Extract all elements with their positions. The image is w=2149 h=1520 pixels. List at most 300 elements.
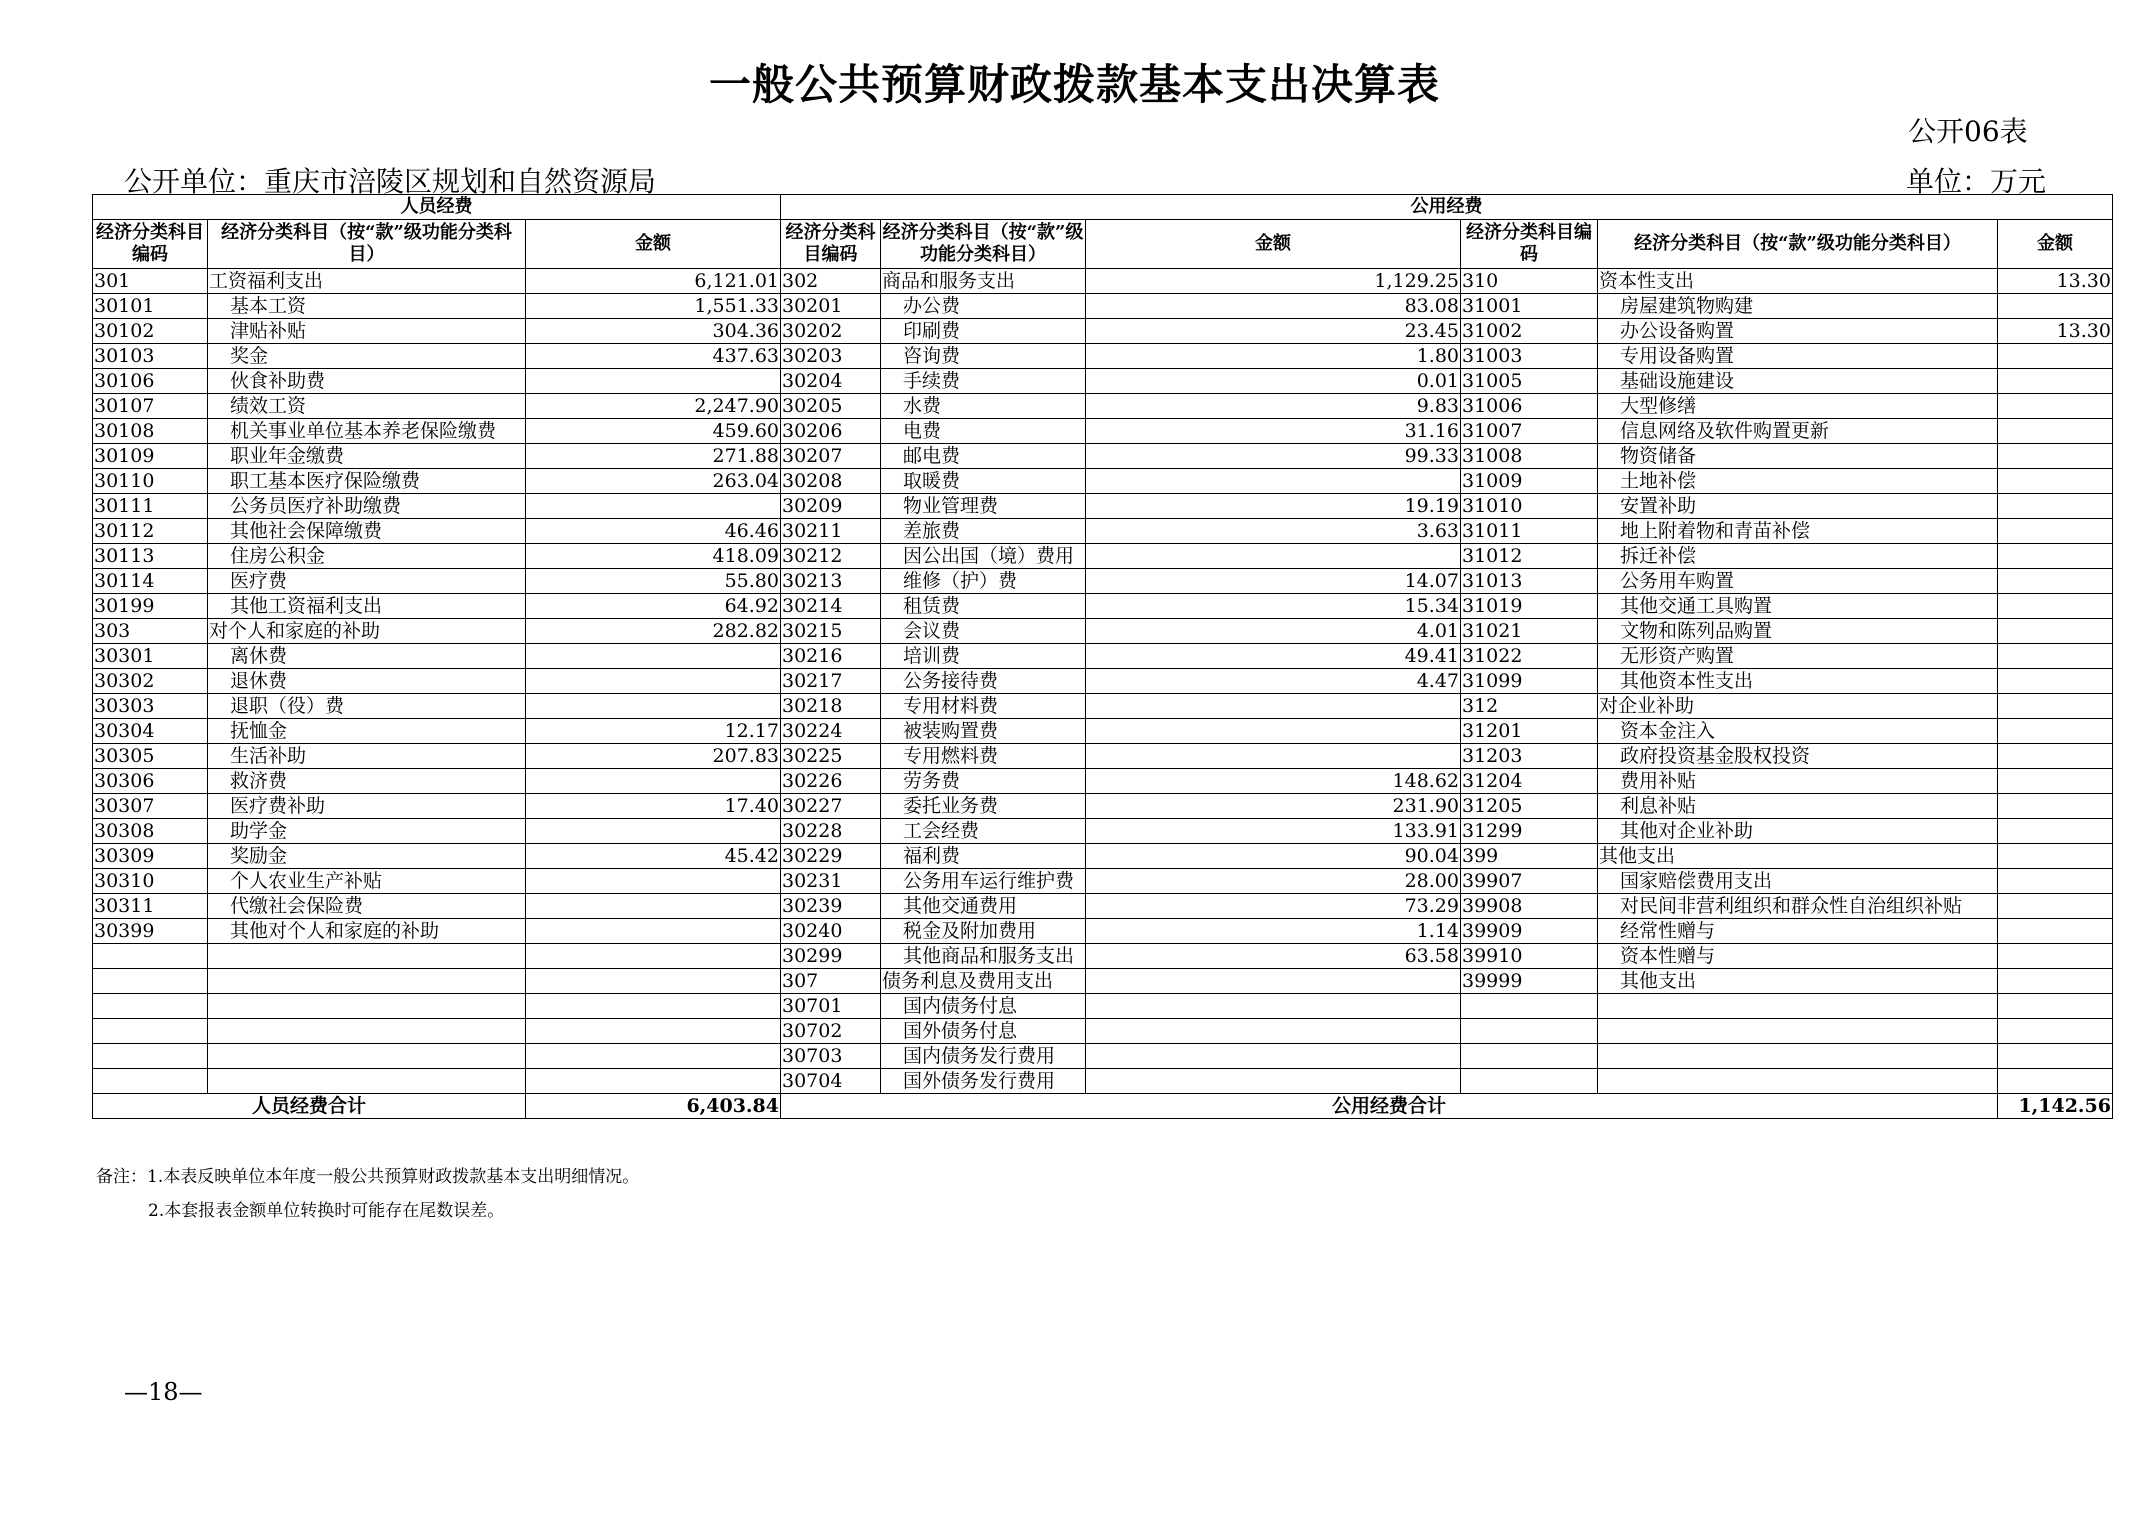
row-name-cell: 资本金注入: [1598, 719, 1998, 744]
row-code-cell: 30704: [781, 1069, 881, 1094]
row-code-cell: 30303: [93, 694, 208, 719]
row-amount-cell: 13.30: [1998, 319, 2113, 344]
table-row: [93, 719, 2113, 744]
row-name-cell: 退职（役）费: [208, 694, 526, 719]
row-code-cell: 31204: [1461, 769, 1598, 794]
row-name-cell: 会议费: [881, 619, 1086, 644]
row-code-cell: 30208: [781, 469, 881, 494]
row-code-cell: 30209: [781, 494, 881, 519]
row-code-cell: 30215: [781, 619, 881, 644]
row-code-cell: 30106: [93, 369, 208, 394]
row-code-cell: 31012: [1461, 544, 1598, 569]
row-code-cell: 30110: [93, 469, 208, 494]
row-name-cell: 大型修缮: [1598, 394, 1998, 419]
group-header-row: [93, 195, 2113, 220]
row-code-cell: 30207: [781, 444, 881, 469]
row-name-cell: 房屋建筑物购建: [1598, 294, 1998, 319]
row-code-cell: 30201: [781, 294, 881, 319]
row-code-cell: 31203: [1461, 744, 1598, 769]
row-name-cell: 劳务费: [881, 769, 1086, 794]
row-name-cell: 公务员医疗补助缴费: [208, 494, 526, 519]
table-row: [93, 919, 2113, 944]
row-name-cell: [1598, 1019, 1998, 1044]
row-amount-cell: 1,551.33: [526, 294, 781, 319]
col-header-code: 经济分类科目编码: [1461, 220, 1598, 269]
row-code-cell: 30216: [781, 644, 881, 669]
row-code-cell: 31007: [1461, 419, 1598, 444]
row-code-cell: [1461, 1044, 1598, 1069]
row-amount-cell: [526, 1069, 781, 1094]
row-name-cell: [208, 1019, 526, 1044]
row-name-cell: 基础设施建设: [1598, 369, 1998, 394]
row-amount-cell: 64.92: [526, 594, 781, 619]
row-code-cell: 31009: [1461, 469, 1598, 494]
totals-row: [93, 1094, 2113, 1119]
row-code-cell: 30299: [781, 944, 881, 969]
row-name-cell: 其他工资福利支出: [208, 594, 526, 619]
row-amount-cell: 263.04: [526, 469, 781, 494]
row-amount-cell: 148.62: [1086, 769, 1461, 794]
row-amount-cell: [1998, 819, 2113, 844]
row-amount-cell: [526, 969, 781, 994]
row-code-cell: 30217: [781, 669, 881, 694]
row-amount-cell: [1998, 644, 2113, 669]
table-row: [93, 694, 2113, 719]
row-name-cell: 电费: [881, 419, 1086, 444]
row-code-cell: 30102: [93, 319, 208, 344]
row-amount-cell: 99.33: [1086, 444, 1461, 469]
row-name-cell: [208, 1044, 526, 1069]
row-code-cell: 30205: [781, 394, 881, 419]
row-name-cell: 对民间非营利组织和群众性自治组织补贴: [1598, 894, 1998, 919]
row-amount-cell: 45.42: [526, 844, 781, 869]
row-amount-cell: [1998, 744, 2113, 769]
row-amount-cell: [1086, 744, 1461, 769]
table-row: [93, 519, 2113, 544]
table-row: [93, 669, 2113, 694]
row-name-cell: 工资福利支出: [208, 269, 526, 294]
row-name-cell: 其他支出: [1598, 969, 1998, 994]
row-name-cell: 费用补贴: [1598, 769, 1998, 794]
row-name-cell: 委托业务费: [881, 794, 1086, 819]
row-code-cell: 301: [93, 269, 208, 294]
row-code-cell: 31021: [1461, 619, 1598, 644]
row-code-cell: 30308: [93, 819, 208, 844]
row-name-cell: 被装购置费: [881, 719, 1086, 744]
row-name-cell: 伙食补助费: [208, 369, 526, 394]
row-code-cell: 30204: [781, 369, 881, 394]
col-header-code: 经济分类科目编码: [781, 220, 881, 269]
table-row: [93, 644, 2113, 669]
row-amount-cell: [1998, 369, 2113, 394]
row-name-cell: 其他社会保障缴费: [208, 519, 526, 544]
row-code-cell: 30701: [781, 994, 881, 1019]
table-row: [93, 494, 2113, 519]
row-name-cell: 奖金: [208, 344, 526, 369]
row-code-cell: 30108: [93, 419, 208, 444]
row-name-cell: 津贴补贴: [208, 319, 526, 344]
row-amount-cell: [1998, 994, 2113, 1019]
row-name-cell: 取暖费: [881, 469, 1086, 494]
row-name-cell: [1598, 1069, 1998, 1094]
row-code-cell: 30231: [781, 869, 881, 894]
row-name-cell: 培训费: [881, 644, 1086, 669]
row-name-cell: 生活补助: [208, 744, 526, 769]
row-amount-cell: [526, 644, 781, 669]
row-code-cell: [1461, 1069, 1598, 1094]
row-code-cell: 30218: [781, 694, 881, 719]
row-amount-cell: 90.04: [1086, 844, 1461, 869]
row-amount-cell: 231.90: [1086, 794, 1461, 819]
row-amount-cell: 28.00: [1086, 869, 1461, 894]
row-code-cell: 39909: [1461, 919, 1598, 944]
row-code-cell: [93, 1069, 208, 1094]
table-row: [93, 769, 2113, 794]
amount-unit: 单位：万元: [1906, 165, 2047, 198]
table-row: [93, 594, 2113, 619]
row-name-cell: 债务利息及费用支出: [881, 969, 1086, 994]
row-amount-cell: [1998, 844, 2113, 869]
row-amount-cell: 1.80: [1086, 344, 1461, 369]
row-amount-cell: [1998, 794, 2113, 819]
row-code-cell: 30228: [781, 819, 881, 844]
row-code-cell: 30114: [93, 569, 208, 594]
row-name-cell: 专用设备购置: [1598, 344, 1998, 369]
group-header-personnel: 人员经费: [93, 195, 781, 220]
row-amount-cell: [526, 769, 781, 794]
row-code-cell: 30212: [781, 544, 881, 569]
row-code-cell: 30301: [93, 644, 208, 669]
row-amount-cell: [1998, 719, 2113, 744]
table-row: [93, 394, 2113, 419]
row-amount-cell: 6,121.01: [526, 269, 781, 294]
row-amount-cell: [1086, 1044, 1461, 1069]
row-code-cell: [93, 969, 208, 994]
row-amount-cell: 133.91: [1086, 819, 1461, 844]
col-header-amount: 金额: [1998, 220, 2113, 269]
row-name-cell: 土地补偿: [1598, 469, 1998, 494]
row-name-cell: [208, 994, 526, 1019]
row-name-cell: 奖励金: [208, 844, 526, 869]
row-amount-cell: [1998, 919, 2113, 944]
row-name-cell: 其他对企业补助: [1598, 819, 1998, 844]
row-amount-cell: [526, 869, 781, 894]
row-amount-cell: [1998, 894, 2113, 919]
row-name-cell: 租赁费: [881, 594, 1086, 619]
row-amount-cell: 304.36: [526, 319, 781, 344]
table-row: [93, 1044, 2113, 1069]
row-code-cell: [1461, 994, 1598, 1019]
row-name-cell: 个人农业生产补贴: [208, 869, 526, 894]
row-amount-cell: [526, 944, 781, 969]
row-amount-cell: [1998, 344, 2113, 369]
table-row: [93, 569, 2113, 594]
page-title: 一般公共预算财政拨款基本支出决算表: [708, 60, 1440, 109]
row-name-cell: 差旅费: [881, 519, 1086, 544]
row-amount-cell: [1086, 1019, 1461, 1044]
row-name-cell: 办公费: [881, 294, 1086, 319]
row-amount-cell: [1998, 569, 2113, 594]
row-amount-cell: [1086, 469, 1461, 494]
table-row: [93, 444, 2113, 469]
row-amount-cell: 4.47: [1086, 669, 1461, 694]
row-amount-cell: [1998, 494, 2113, 519]
row-name-cell: [208, 1069, 526, 1094]
row-amount-cell: [1086, 969, 1461, 994]
table-row: [93, 344, 2113, 369]
row-name-cell: 其他交通工具购置: [1598, 594, 1998, 619]
row-name-cell: [208, 944, 526, 969]
row-code-cell: 39908: [1461, 894, 1598, 919]
row-amount-cell: 73.29: [1086, 894, 1461, 919]
row-code-cell: 31001: [1461, 294, 1598, 319]
row-amount-cell: 63.58: [1086, 944, 1461, 969]
row-code-cell: 30103: [93, 344, 208, 369]
row-code-cell: 31011: [1461, 519, 1598, 544]
row-amount-cell: 23.45: [1086, 319, 1461, 344]
row-amount-cell: [1086, 1069, 1461, 1094]
row-amount-cell: 2,247.90: [526, 394, 781, 419]
row-name-cell: 其他支出: [1598, 844, 1998, 869]
col-header-name: 经济分类科目（按“款”级功能分类科目）: [1598, 220, 1998, 269]
row-amount-cell: 14.07: [1086, 569, 1461, 594]
row-code-cell: 30309: [93, 844, 208, 869]
row-name-cell: 办公设备购置: [1598, 319, 1998, 344]
row-name-cell: 水费: [881, 394, 1086, 419]
note-2: 2.本套报表金额单位转换时可能存在尾数误差。: [148, 1201, 505, 1221]
column-header-row: [93, 220, 2113, 269]
notes: [96, 1160, 639, 1228]
row-code-cell: 303: [93, 619, 208, 644]
row-amount-cell: [1998, 294, 2113, 319]
row-code-cell: 31013: [1461, 569, 1598, 594]
row-amount-cell: [1998, 394, 2113, 419]
row-code-cell: 30304: [93, 719, 208, 744]
row-amount-cell: [1998, 594, 2113, 619]
row-amount-cell: 9.83: [1086, 394, 1461, 419]
row-name-cell: 代缴社会保险费: [208, 894, 526, 919]
row-name-cell: 住房公积金: [208, 544, 526, 569]
row-amount-cell: 1,129.25: [1086, 269, 1461, 294]
row-code-cell: [93, 944, 208, 969]
row-amount-cell: [1086, 544, 1461, 569]
row-amount-cell: [1998, 544, 2113, 569]
row-name-cell: 工会经费: [881, 819, 1086, 844]
row-amount-cell: [1998, 419, 2113, 444]
reporting-unit: 公开单位：重庆市涪陵区规划和自然资源局: [124, 165, 657, 198]
row-name-cell: 物资储备: [1598, 444, 1998, 469]
row-name-cell: 职工基本医疗保险缴费: [208, 469, 526, 494]
row-code-cell: 30702: [781, 1019, 881, 1044]
row-code-cell: [93, 994, 208, 1019]
row-code-cell: 312: [1461, 694, 1598, 719]
row-amount-cell: 17.40: [526, 794, 781, 819]
table-row: [93, 269, 2113, 294]
table-row: [93, 544, 2113, 569]
row-amount-cell: [1998, 1019, 2113, 1044]
col-header-amount: 金额: [526, 220, 781, 269]
row-amount-cell: 19.19: [1086, 494, 1461, 519]
row-code-cell: 30225: [781, 744, 881, 769]
row-amount-cell: 31.16: [1086, 419, 1461, 444]
row-amount-cell: 1.14: [1086, 919, 1461, 944]
table-row: [93, 894, 2113, 919]
personnel-total-label: 人员经费合计: [93, 1094, 526, 1119]
row-amount-cell: [1086, 994, 1461, 1019]
row-code-cell: 31010: [1461, 494, 1598, 519]
row-amount-cell: [526, 1044, 781, 1069]
table-row: [93, 744, 2113, 769]
row-name-cell: 其他商品和服务支出: [881, 944, 1086, 969]
row-code-cell: 30229: [781, 844, 881, 869]
row-code-cell: 30213: [781, 569, 881, 594]
row-name-cell: 对企业补助: [1598, 694, 1998, 719]
row-code-cell: 30101: [93, 294, 208, 319]
row-amount-cell: 83.08: [1086, 294, 1461, 319]
row-code-cell: 30224: [781, 719, 881, 744]
row-code-cell: 30109: [93, 444, 208, 469]
row-name-cell: 国家赔偿费用支出: [1598, 869, 1998, 894]
row-amount-cell: 282.82: [526, 619, 781, 644]
row-name-cell: 福利费: [881, 844, 1086, 869]
row-code-cell: 307: [781, 969, 881, 994]
col-header-amount: 金额: [1086, 220, 1461, 269]
row-amount-cell: [526, 994, 781, 1019]
group-header-public: 公用经费: [781, 195, 2113, 220]
row-code-cell: [93, 1019, 208, 1044]
row-code-cell: 31008: [1461, 444, 1598, 469]
row-amount-cell: 12.17: [526, 719, 781, 744]
row-code-cell: 31003: [1461, 344, 1598, 369]
row-name-cell: [208, 969, 526, 994]
row-code-cell: 31299: [1461, 819, 1598, 844]
row-code-cell: 31005: [1461, 369, 1598, 394]
row-amount-cell: [1998, 1069, 2113, 1094]
row-amount-cell: [526, 669, 781, 694]
table-row: [93, 819, 2113, 844]
row-name-cell: [1598, 1044, 1998, 1069]
table-row: [93, 319, 2113, 344]
row-amount-cell: 0.01: [1086, 369, 1461, 394]
row-amount-cell: [526, 1019, 781, 1044]
row-amount-cell: [1086, 694, 1461, 719]
row-code-cell: 399: [1461, 844, 1598, 869]
row-amount-cell: 3.63: [1086, 519, 1461, 544]
row-code-cell: 30226: [781, 769, 881, 794]
table-row: [93, 469, 2113, 494]
public-total-label: 公用经费合计: [781, 1094, 1998, 1119]
row-amount-cell: [1998, 444, 2113, 469]
row-name-cell: 地上附着物和青苗补偿: [1598, 519, 1998, 544]
row-name-cell: 商品和服务支出: [881, 269, 1086, 294]
row-code-cell: 30202: [781, 319, 881, 344]
row-code-cell: 30240: [781, 919, 881, 944]
row-code-cell: 30214: [781, 594, 881, 619]
table-row: [93, 1019, 2113, 1044]
row-amount-cell: 13.30: [1998, 269, 2113, 294]
row-code-cell: [1461, 1019, 1598, 1044]
row-amount-cell: [526, 894, 781, 919]
budget-table: [92, 194, 2113, 1119]
row-amount-cell: [1998, 769, 2113, 794]
row-code-cell: 30239: [781, 894, 881, 919]
row-code-cell: 31205: [1461, 794, 1598, 819]
row-code-cell: 30203: [781, 344, 881, 369]
row-amount-cell: [526, 694, 781, 719]
row-amount-cell: [1998, 619, 2113, 644]
row-name-cell: 咨询费: [881, 344, 1086, 369]
row-amount-cell: [1998, 969, 2113, 994]
row-name-cell: 国外债务付息: [881, 1019, 1086, 1044]
row-code-cell: 30399: [93, 919, 208, 944]
row-name-cell: 因公出国（境）费用: [881, 544, 1086, 569]
table-row: [93, 844, 2113, 869]
row-name-cell: 利息补贴: [1598, 794, 1998, 819]
row-code-cell: [93, 1044, 208, 1069]
row-amount-cell: [1998, 694, 2113, 719]
table-row: [93, 969, 2113, 994]
note-1: 备注：1.本表反映单位本年度一般公共预算财政拨款基本支出明细情况。: [96, 1167, 640, 1187]
col-header-name: 经济分类科目（按“款”级功能分类科目）: [208, 220, 526, 269]
page-number: —18—: [124, 1378, 203, 1406]
row-amount-cell: [1998, 469, 2113, 494]
table-row: [93, 869, 2113, 894]
row-code-cell: 39910: [1461, 944, 1598, 969]
row-code-cell: 30112: [93, 519, 208, 544]
row-name-cell: 机关事业单位基本养老保险缴费: [208, 419, 526, 444]
row-name-cell: 税金及附加费用: [881, 919, 1086, 944]
row-name-cell: 公务接待费: [881, 669, 1086, 694]
row-amount-cell: 418.09: [526, 544, 781, 569]
table-body: [93, 269, 2113, 1094]
row-name-cell: 安置补助: [1598, 494, 1998, 519]
row-code-cell: 30311: [93, 894, 208, 919]
row-name-cell: 资本性赠与: [1598, 944, 1998, 969]
row-amount-cell: [1998, 519, 2113, 544]
row-name-cell: 公务用车购置: [1598, 569, 1998, 594]
row-amount-cell: 55.80: [526, 569, 781, 594]
row-code-cell: 30306: [93, 769, 208, 794]
row-name-cell: 抚恤金: [208, 719, 526, 744]
row-name-cell: 专用材料费: [881, 694, 1086, 719]
row-name-cell: 离休费: [208, 644, 526, 669]
row-amount-cell: 207.83: [526, 744, 781, 769]
row-code-cell: 30227: [781, 794, 881, 819]
table-row: [93, 994, 2113, 1019]
row-name-cell: 国外债务发行费用: [881, 1069, 1086, 1094]
row-name-cell: 维修（护）费: [881, 569, 1086, 594]
table-row: [93, 944, 2113, 969]
row-name-cell: 文物和陈列品购置: [1598, 619, 1998, 644]
row-name-cell: 印刷费: [881, 319, 1086, 344]
row-amount-cell: [526, 494, 781, 519]
row-code-cell: 31019: [1461, 594, 1598, 619]
table-row: [93, 294, 2113, 319]
row-amount-cell: [1998, 1044, 2113, 1069]
row-name-cell: 退休费: [208, 669, 526, 694]
row-name-cell: 救济费: [208, 769, 526, 794]
row-name-cell: 其他交通费用: [881, 894, 1086, 919]
row-name-cell: 国内债务发行费用: [881, 1044, 1086, 1069]
row-code-cell: 310: [1461, 269, 1598, 294]
row-code-cell: 30703: [781, 1044, 881, 1069]
row-amount-cell: 271.88: [526, 444, 781, 469]
row-amount-cell: [1998, 944, 2113, 969]
row-code-cell: 31002: [1461, 319, 1598, 344]
row-amount-cell: 4.01: [1086, 619, 1461, 644]
row-code-cell: 39999: [1461, 969, 1598, 994]
row-code-cell: 30211: [781, 519, 881, 544]
